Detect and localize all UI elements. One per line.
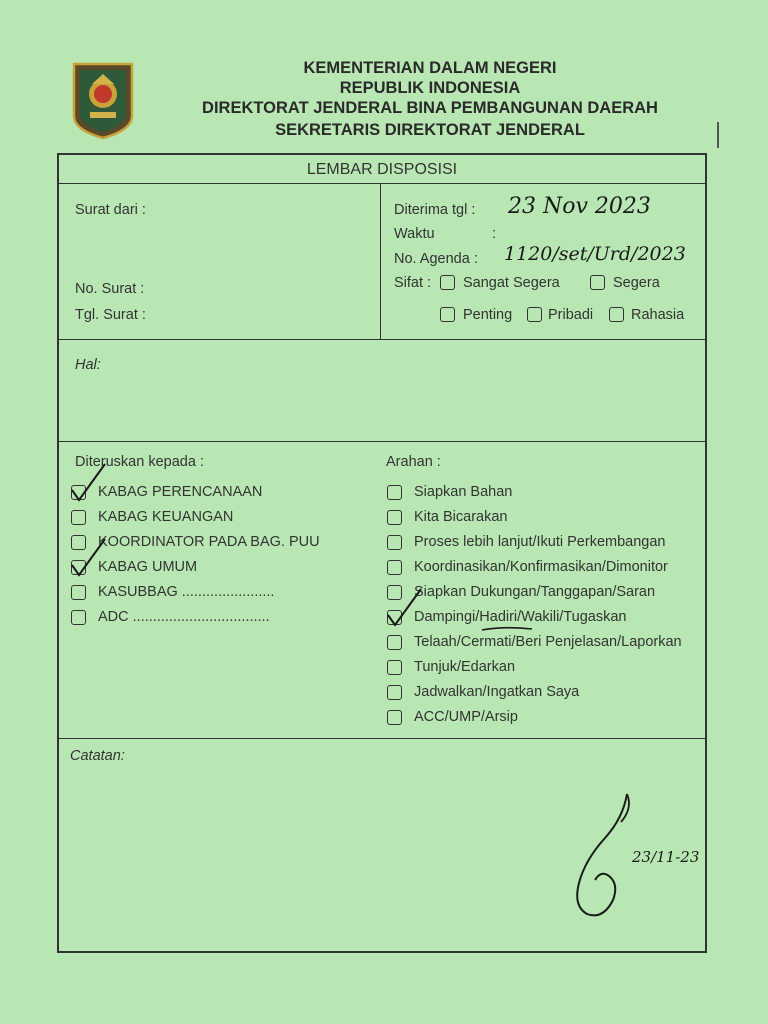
arahan-label-0: Siapkan Bahan	[414, 484, 513, 500]
arahan-label-8: Jadwalkan/Ingatkan Saya	[414, 684, 580, 700]
sifat-pribadi-label: Pribadi	[548, 307, 594, 323]
arahan-checkbox-2[interactable]	[387, 535, 402, 550]
diteruskan-label-5: ADC ..................................	[98, 609, 270, 625]
arahan-label-7: Tunjuk/Edarkan	[414, 659, 516, 675]
divider	[57, 738, 707, 739]
arahan-label-9: ACC/UMP/Arsip	[414, 709, 518, 725]
page-edge-mark	[717, 122, 719, 148]
sifat-rahasia-checkbox[interactable]	[609, 307, 624, 322]
sifat-label: Sifat :	[394, 275, 432, 291]
diterima-label: Diterima tgl :	[394, 202, 476, 218]
ministry-emblem-logo	[72, 60, 134, 140]
arahan-checkbox-7[interactable]	[387, 660, 402, 675]
arahan-label-5: Dampingi/Hadiri/Wakili/Tugaskan	[414, 609, 627, 625]
arahan-label-2: Proses lebih lanjut/Ikuti Perkembangan	[414, 534, 666, 550]
diteruskan-checkbox-5[interactable]	[71, 610, 86, 625]
arahan-label-4: Siapkan Dukungan/Tanggapan/Saran	[414, 584, 656, 600]
arahan-label: Arahan :	[386, 454, 441, 470]
diteruskan-label-4: KASUBBAG .......................	[98, 584, 275, 600]
arahan-label-6: Telaah/Cermati/Beri Penjelasan/Laporkan	[414, 634, 682, 650]
agenda-number-handwritten: 1120/set/Urd/2023	[504, 243, 686, 265]
diteruskan-label-2: KOORDINATOR PADA BAG. PUU	[98, 534, 320, 550]
sifat-rahasia-label: Rahasia	[631, 307, 685, 323]
diteruskan-label-0: KABAG PERENCANAAN	[98, 484, 263, 500]
signature-date: 23/11-23	[632, 848, 700, 866]
arahan-checkbox-6[interactable]	[387, 635, 402, 650]
diteruskan-checkmark-3	[69, 537, 109, 577]
sifat-pribadi-checkbox[interactable]	[527, 307, 542, 322]
no-surat-label: No. Surat :	[75, 281, 145, 297]
sifat-penting-label: Penting	[463, 307, 513, 323]
surat-dari-label: Surat dari :	[75, 202, 146, 218]
arahan-label-3: Koordinasikan/Konfirmasikan/Dimonitor	[414, 559, 668, 575]
header-ministry: KEMENTERIAN DALAM NEGERI	[303, 59, 557, 77]
arahan-checkbox-9[interactable]	[387, 710, 402, 725]
waktu-label: Waktu	[394, 226, 435, 242]
diteruskan-label: Diteruskan kepada :	[75, 454, 204, 470]
divider	[57, 339, 707, 340]
sifat-penting-checkbox[interactable]	[440, 307, 455, 322]
header-directorate: DIREKTORAT JENDERAL BINA PEMBANGUNAN DAERAH	[202, 99, 658, 117]
diteruskan-checkbox-1[interactable]	[71, 510, 86, 525]
diteruskan-checkbox-4[interactable]	[71, 585, 86, 600]
tgl-surat-label: Tgl. Surat :	[75, 307, 146, 323]
diteruskan-label-3: KABAG UMUM	[98, 559, 198, 575]
hadiri-underline-mark	[480, 624, 535, 634]
diteruskan-checkmark-0	[69, 462, 109, 502]
arahan-checkbox-1[interactable]	[387, 510, 402, 525]
sifat-sangat-segera-label: Sangat Segera	[463, 275, 560, 291]
sifat-segera-checkbox[interactable]	[590, 275, 605, 290]
arahan-checkmark-5	[385, 587, 425, 627]
agenda-label: No. Agenda :	[394, 251, 478, 267]
hal-label: Hal:	[75, 357, 101, 373]
form-title: LEMBAR DISPOSISI	[306, 161, 458, 178]
diteruskan-label-1: KABAG KEUANGAN	[98, 509, 234, 525]
header-secretary: SEKRETARIS DIREKTORAT JENDERAL	[275, 121, 585, 139]
arahan-checkbox-0[interactable]	[387, 485, 402, 500]
divider	[57, 183, 707, 184]
header-republic: REPUBLIK INDONESIA	[339, 79, 521, 97]
sifat-segera-label: Segera	[613, 275, 660, 291]
divider	[380, 183, 381, 340]
catatan-label: Catatan:	[70, 748, 125, 764]
arahan-checkbox-3[interactable]	[387, 560, 402, 575]
sifat-sangat-segera-checkbox[interactable]	[440, 275, 455, 290]
diterima-date-handwritten: 23 Nov 2023	[508, 194, 651, 219]
waktu-colon: :	[492, 226, 497, 242]
arahan-label-1: Kita Bicarakan	[414, 509, 508, 525]
divider	[57, 441, 707, 442]
arahan-checkbox-8[interactable]	[387, 685, 402, 700]
